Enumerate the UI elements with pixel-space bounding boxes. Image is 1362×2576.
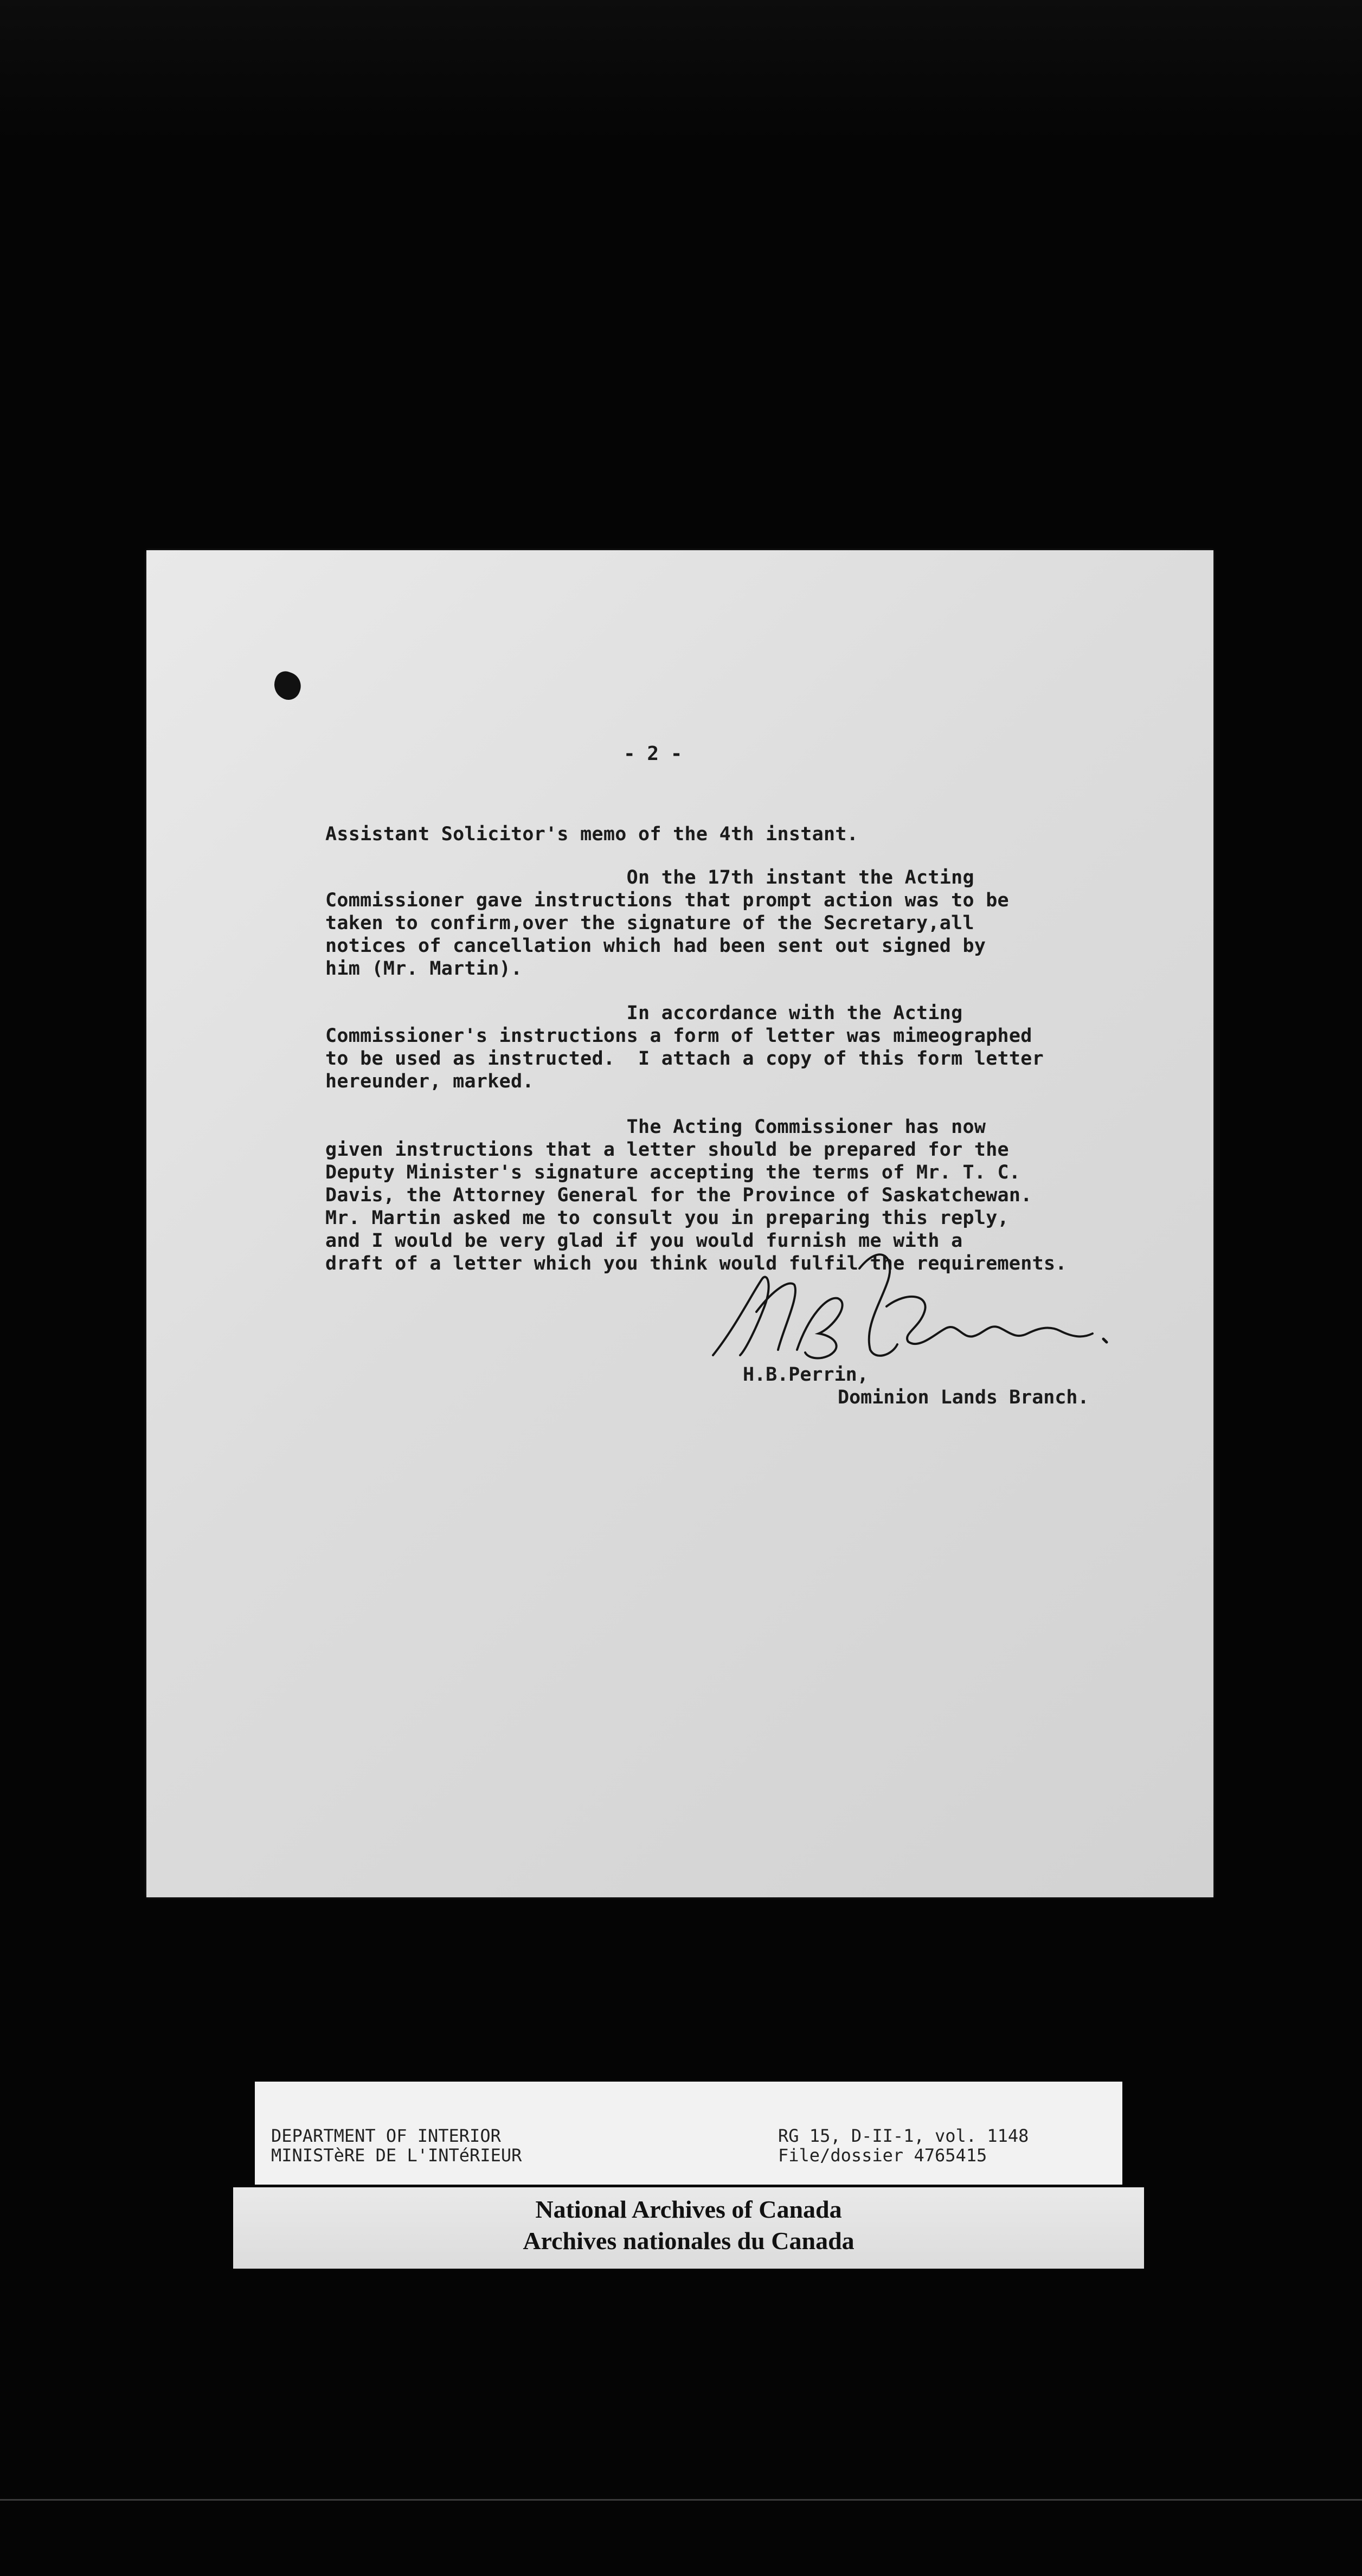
reference-numbers: [778, 2126, 1029, 2165]
signatory-title: Dominion Lands Branch.: [838, 1387, 1089, 1408]
text-line: draft of a letter which you think would fulfil the requirements.: [325, 1253, 1067, 1274]
text-line: Commissioner gave instructions that prompt action was to be: [325, 890, 1009, 911]
handwritten-signature: [702, 1247, 1125, 1371]
text-line: On the 17th instant the Acting: [325, 867, 974, 888]
text-line: Commissioner's instructions a form of letter was mimeographed: [325, 1025, 1032, 1047]
text-line: to be used as instructed. I attach a copy of this form letter: [325, 1048, 1044, 1070]
department-names: [271, 2126, 522, 2165]
text-line: him (Mr. Martin).: [325, 958, 523, 980]
department-fr: MINISTèRE DE L'INTéRIEUR: [271, 2145, 522, 2166]
text-line: Mr. Martin asked me to consult you in preparing this reply,: [325, 1207, 1009, 1229]
scan-background: [0, 0, 1362, 141]
archive-banner: [233, 2187, 1144, 2269]
archive-name-en: National Archives of Canada: [535, 2195, 842, 2223]
text-line: hereunder, marked.: [325, 1071, 534, 1092]
file-number: File/dossier 4765415: [778, 2145, 987, 2166]
text-line: and I would be very glad if you would furnish me with a: [325, 1230, 963, 1252]
department-en: DEPARTMENT OF INTERIOR: [271, 2126, 501, 2146]
signature-block: [743, 1363, 1089, 1409]
text-line: notices of cancellation which had been sent out signed by: [325, 935, 986, 957]
film-edge-line: [0, 2499, 1362, 2501]
text-line: The Acting Commissioner has now: [325, 1116, 986, 1138]
text-line: Davis, the Attorney General for the Province of Saskatchewan.: [325, 1184, 1032, 1206]
text-line: given instructions that a letter should be prepared for the: [325, 1139, 1009, 1161]
signatory-name: H.B.Perrin,: [743, 1364, 869, 1386]
text-line: taken to confirm,over the signature of the Secretary,all: [325, 912, 974, 934]
paragraph-1: [325, 823, 858, 846]
archive-name-fr: Archives nationales du Canada: [523, 2227, 855, 2255]
paragraph-2: [325, 866, 1009, 980]
text-line: Assistant Solicitor's memo of the 4th instant.: [325, 823, 859, 845]
paragraph-3: [325, 1002, 1044, 1093]
archive-reference-label: [255, 2082, 1122, 2185]
page-number: - 2 -: [624, 743, 683, 765]
punch-hole: [270, 668, 305, 703]
text-line: Deputy Minister's signature accepting the terms of Mr. T. C.: [325, 1162, 1021, 1183]
text-line: In accordance with the Acting: [325, 1002, 963, 1024]
document-page: [146, 550, 1213, 1897]
record-group: RG 15, D-II-1, vol. 1148: [778, 2126, 1029, 2146]
